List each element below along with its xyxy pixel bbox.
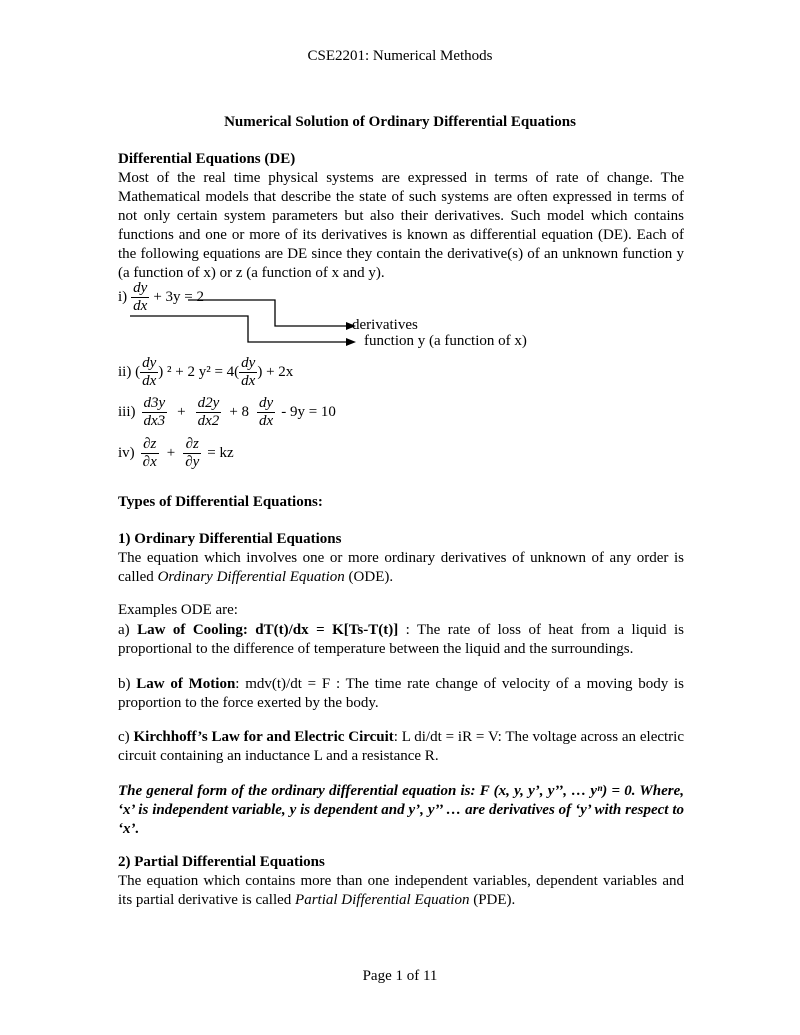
types-heading: Types of Differential Equations: <box>118 494 323 510</box>
equation-2-num-1: dy <box>142 355 157 371</box>
example-a <box>118 621 684 659</box>
function-arrow-line <box>130 316 348 342</box>
equation-1-denominator: dx <box>133 298 148 314</box>
equation-3-fraction-1 <box>142 395 168 430</box>
ode-paragraph <box>118 549 684 587</box>
equation-4-num-1: ∂z <box>141 436 159 454</box>
ode-term: Ordinary Differential Equation <box>157 569 345 585</box>
de-paragraph: Most of the real time physical systems are expressed in terms of rate of change. The Mathematical models that describe the state of such systems are often expressed in terms of not only certain system parameters but also their derivatives. Such model which contains functions and one or more of its derivatives is known as differential equation (DE). Each of the following equations are DE since they contain the derivative(s) of an unknown function y (a function of x) or z (a function of x and y). <box>118 170 684 281</box>
equation-1-rest: + 3y = 2 <box>153 289 205 305</box>
examples-label: Examples ODE are: <box>118 602 238 618</box>
equation-2-mid: ) ² + 2 y² = 4( <box>158 364 240 380</box>
equation-4-den-1: ∂x <box>142 454 157 470</box>
label-function: function y (a function of x) <box>364 333 527 349</box>
example-b-prefix: b) <box>118 676 137 692</box>
equation-3-fraction-2 <box>196 395 222 430</box>
equation-1-label: i) <box>118 289 128 305</box>
equation-2-den-1: dx <box>142 373 157 389</box>
example-c <box>118 728 684 766</box>
equation-4-rest: = kz <box>207 445 234 461</box>
equation-4-num-2: ∂z <box>183 436 201 454</box>
equation-1-numerator: dy <box>133 280 148 296</box>
equation-3-label: iii) <box>118 404 136 420</box>
equation-4 <box>118 436 234 471</box>
derivatives-arrow-line <box>188 300 348 326</box>
pde-paragraph-end: (PDE). <box>469 892 516 908</box>
equation-3-den-1: dx3 <box>143 413 166 429</box>
pde-term: Partial Differential Equation <box>295 892 470 908</box>
equation-2-fraction-2 <box>239 355 257 390</box>
ode-heading: 1) Ordinary Differential Equations <box>118 531 342 547</box>
equation-3-den-2: dx2 <box>197 413 220 429</box>
equation-4-label: iv) <box>118 445 135 461</box>
equation-3-num-1: d3y <box>143 395 166 411</box>
equation-3-den-3: dx <box>259 413 274 429</box>
example-c-title: Kirchhoff’s Law for and Electric Circuit <box>133 729 394 745</box>
equation-3-fraction-3 <box>257 395 275 430</box>
equation-4-fraction-1 <box>141 436 159 471</box>
equation-2-fraction-1 <box>140 355 158 390</box>
pde-heading: 2) Partial Differential Equations <box>118 854 325 870</box>
equation-3-mid: + 8 <box>229 404 250 420</box>
ode-paragraph-end: (ODE). <box>344 569 394 585</box>
example-c-prefix: c) <box>118 729 134 745</box>
example-b <box>118 675 684 713</box>
equation-2-den-2: dx <box>241 373 256 389</box>
equation-4-plus: + <box>166 445 176 461</box>
pde-paragraph-text: The equation which contains more than one independent variables, dependent variables and its partial derivative is called <box>118 873 684 908</box>
equation-4-den-2: ∂y <box>185 454 200 470</box>
example-a-title: Law of Cooling: dT(t)/dx = K[Ts-T(t)] <box>137 622 399 638</box>
equation-2-rest: ) + 2x <box>257 364 294 380</box>
example-a-prefix: a) <box>118 622 138 638</box>
page-footer: Page 1 of 11 <box>362 968 438 984</box>
example-b-text: : mdv(t)/dt = F : The time rate change of velocity of a moving body is proportion to the force exerted by the body. <box>118 676 685 711</box>
equation-3-num-3: dy <box>259 395 274 411</box>
general-form-statement: The general form of the ordinary differential equation is: F (x, y, y’, y’’, … yⁿ) = 0. Where, ‘x’ is independent variable, y is dependent and y’, y’’ … are derivatives of ‘y’ with respect to ‘x’. <box>118 783 684 837</box>
equation-2-num-2: dy <box>241 355 256 371</box>
label-derivatives: derivatives <box>352 317 418 333</box>
equation-3-plus-1: + <box>177 404 186 420</box>
equation-4-fraction-2 <box>183 436 201 471</box>
section-heading-de: Differential Equations (DE) <box>118 151 296 167</box>
equation-3-rest: - 9y = 10 <box>281 404 336 420</box>
equation-2 <box>118 355 293 390</box>
equation-3-num-2: d2y <box>197 395 220 411</box>
function-arrowhead <box>346 338 356 346</box>
page-header: CSE2201: Numerical Methods <box>307 48 493 64</box>
ode-paragraph-text: The equation which involves one or more ordinary derivatives of unknown of any order is called <box>118 550 684 585</box>
document-title: Numerical Solution of Ordinary Differential Equations <box>224 114 576 130</box>
annotation-arrows <box>130 296 360 350</box>
example-b-title: Law of Motion <box>136 676 236 692</box>
example-a-text: : The rate of loss of heat from a liquid is proportional to the difference of temperature between the liquid and the surroundings. <box>118 622 684 657</box>
equation-3 <box>118 395 336 430</box>
equation-2-label: ii) ( <box>118 364 141 380</box>
pde-paragraph <box>118 872 684 910</box>
example-c-text: : L di/dt = iR = V: The voltage across an electric circuit containing an inductance L and a resistance R. <box>118 729 685 764</box>
